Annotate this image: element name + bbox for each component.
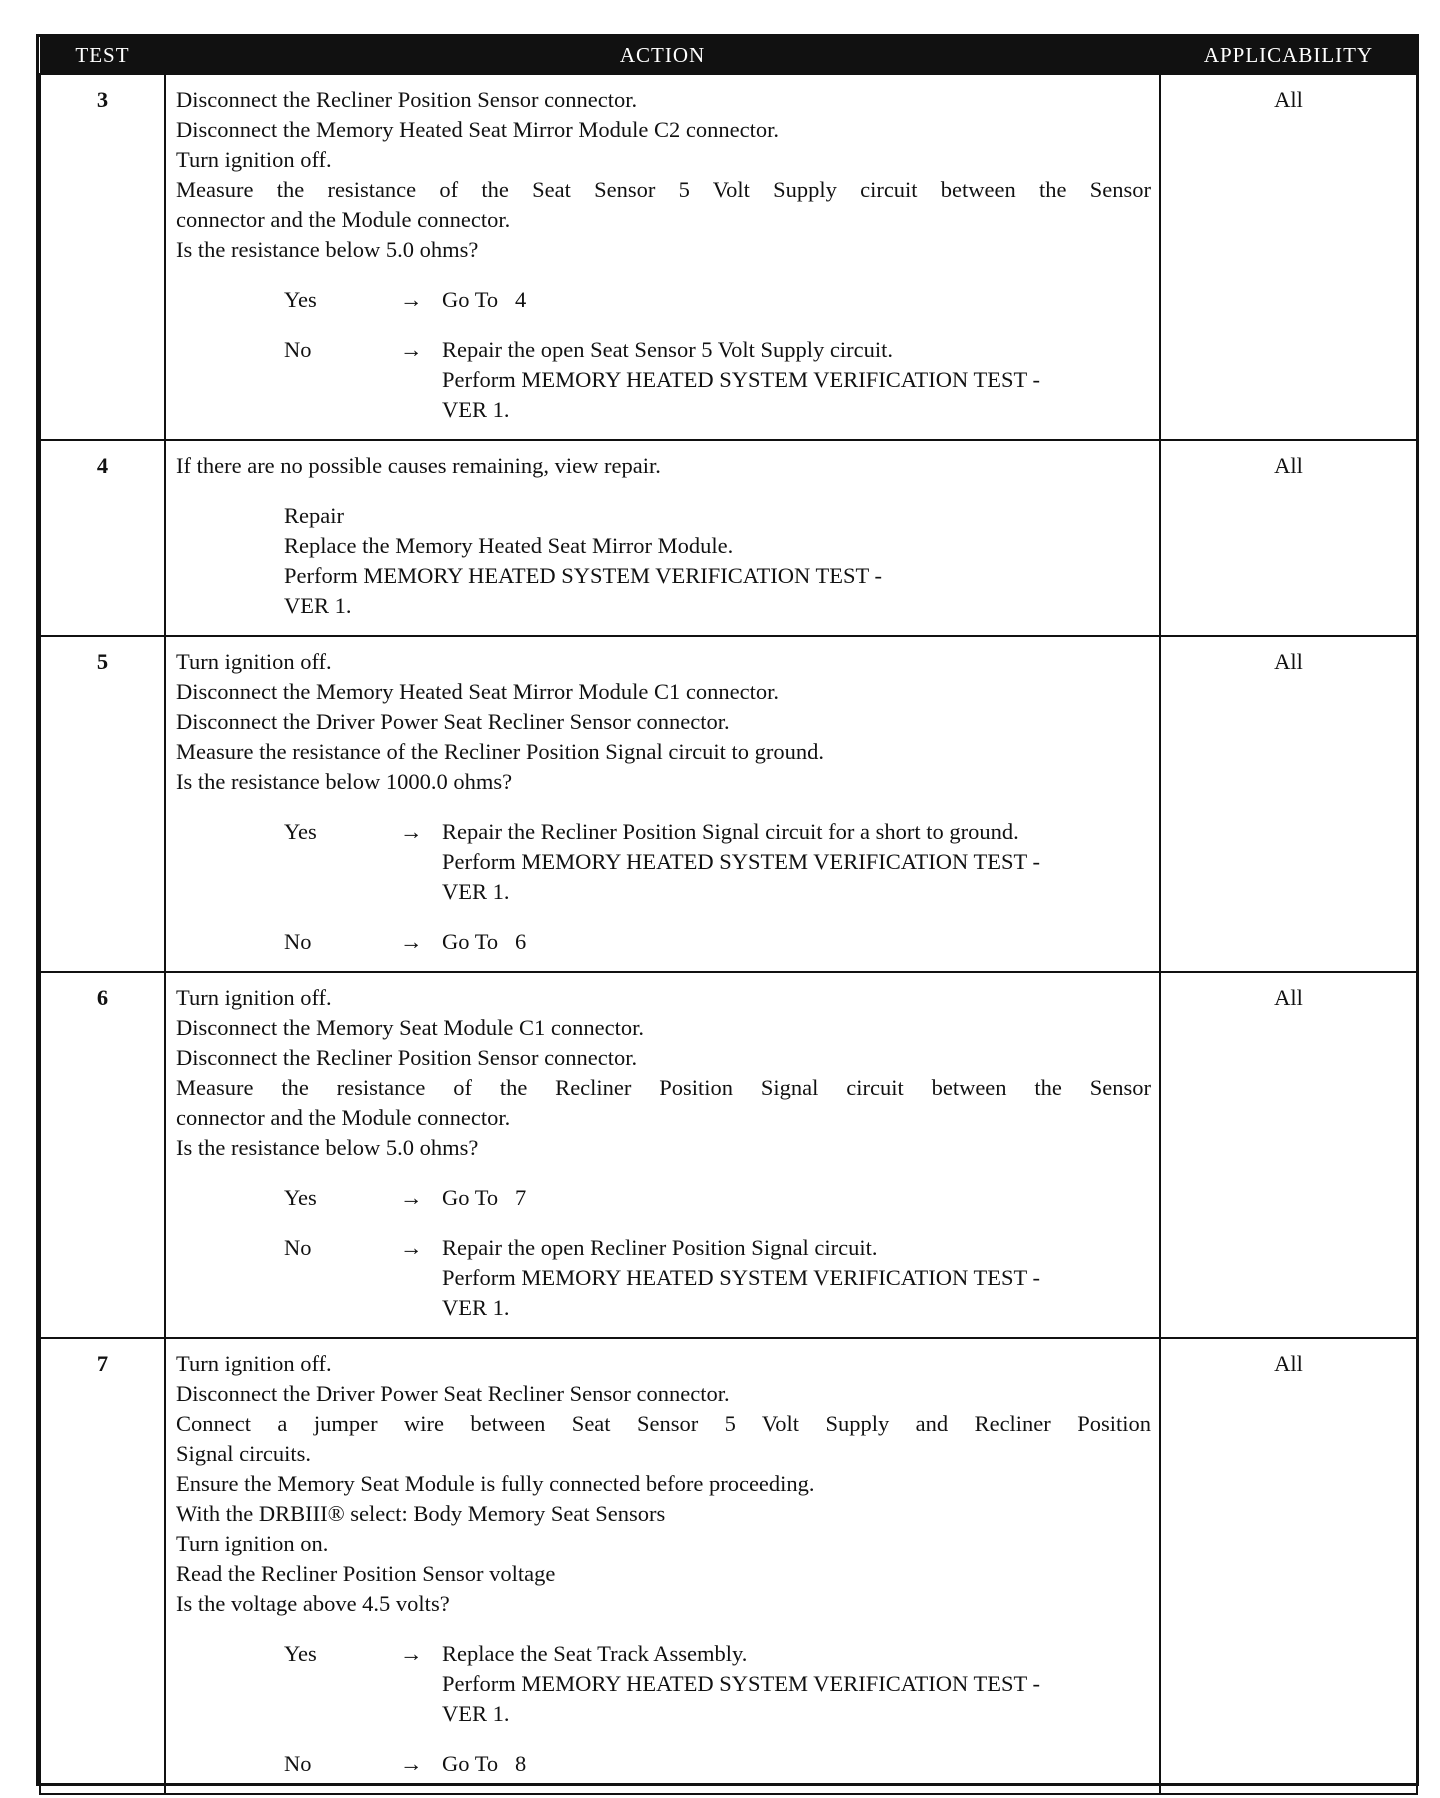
destination-line: Go To 8 [442,1751,527,1776]
header-applicability: APPLICABILITY [1160,37,1417,74]
action-step: Ensure the Memory Seat Module is fully connected before proceeding. [176,1471,815,1496]
test-row [40,440,1417,636]
no-branch [284,1233,1151,1323]
header-test: TEST [40,37,165,74]
test-table [39,37,1418,1795]
test-row [40,972,1417,1338]
applicability-value: All [1160,74,1417,440]
yes-label: Yes [284,1641,317,1666]
action-step: Disconnect the Memory Heated Seat Mirror Module C1 connector. [176,679,779,704]
no-label: No [284,337,312,362]
applicability-value: All [1160,636,1417,972]
action-step: Is the voltage above 4.5 volts? [176,1591,450,1616]
action-step: Disconnect the Recliner Position Sensor connector. [176,87,638,112]
no-label: No [284,929,312,954]
repair-line: VER 1. [284,593,352,618]
no-label: No [284,1235,312,1260]
applicability-value: All [1160,972,1417,1338]
destination-line: Perform MEMORY HEATED SYSTEM VERIFICATION TEST - [442,1265,1040,1290]
no-label: No [284,1751,312,1776]
no-branch [284,927,1151,957]
test-row [40,636,1417,972]
destination-line: Perform MEMORY HEATED SYSTEM VERIFICATION TEST - [442,1671,1040,1696]
action-step: Turn ignition off. [176,649,332,674]
test-number: 7 [40,1338,165,1794]
destination-line: Go To 6 [442,929,527,954]
test-number: 3 [40,74,165,440]
no-destination [442,927,1151,957]
diagnostic-test-table [36,34,1419,1786]
yes-branch [284,1639,1151,1729]
destination-line: VER 1. [442,1295,510,1320]
destination-line: VER 1. [442,1701,510,1726]
arrow-icon: → [400,337,423,362]
action-step: Measure the resistance of the Seat Sensor 5 Volt Supply circuit between the Sensor [176,177,1151,202]
applicability-value: All [1160,440,1417,636]
action-step: Turn ignition off. [176,147,332,172]
action-step: Is the resistance below 1000.0 ohms? [176,769,513,794]
action-step: Turn ignition off. [176,1351,332,1376]
yes-branch [284,285,1151,315]
arrow-icon: → [400,1641,423,1666]
action-step: Turn ignition off. [176,985,332,1010]
yes-destination [442,1639,1151,1729]
header-row [40,37,1417,74]
yes-branch [284,817,1151,907]
destination-line: Go To 7 [442,1185,527,1210]
no-branch [284,1749,1151,1779]
destination-line: Repair the open Recliner Position Signal circuit. [442,1235,878,1260]
arrow-icon: → [400,819,423,844]
destination-line: Repair the open Seat Sensor 5 Volt Supply circuit. [442,337,893,362]
yes-label: Yes [284,819,317,844]
action-cell [165,1338,1160,1794]
yes-destination [442,817,1151,907]
repair-line: Replace the Memory Heated Seat Mirror Module. [284,533,734,558]
destination-line: Replace the Seat Track Assembly. [442,1641,748,1666]
destination-line: VER 1. [442,397,510,422]
action-cell [165,440,1160,636]
test-row [40,74,1417,440]
action-step: Turn ignition on. [176,1531,329,1556]
yes-branch [284,1183,1151,1213]
test-number: 6 [40,972,165,1338]
action-step: connector and the Module connector. [176,1105,511,1130]
arrow-icon: → [400,1185,423,1210]
destination-line: Perform MEMORY HEATED SYSTEM VERIFICATION TEST - [442,849,1040,874]
action-step: Disconnect the Driver Power Seat Recliner Sensor connector. [176,1381,730,1406]
yes-destination [442,1183,1151,1213]
arrow-icon: → [400,1235,423,1260]
action-cell [165,74,1160,440]
repair-steps [284,531,1151,621]
action-step: Disconnect the Memory Heated Seat Mirror Module C2 connector. [176,117,779,142]
no-destination [442,335,1151,425]
yes-label: Yes [284,287,317,312]
action-step: Signal circuits. [176,1441,311,1466]
action-step: Read the Recliner Position Sensor voltage [176,1561,556,1586]
arrow-icon: → [400,287,423,312]
repair-label: Repair [284,503,344,528]
action-step: With the DRBIII® select: Body Memory Seat Sensors [176,1501,666,1526]
action-step: Disconnect the Recliner Position Sensor connector. [176,1045,638,1070]
action-step: If there are no possible causes remaining, view repair. [176,453,661,478]
destination-line: Go To 4 [442,287,527,312]
test-number: 5 [40,636,165,972]
no-branch [284,335,1151,425]
action-step: Is the resistance below 5.0 ohms? [176,1135,479,1160]
action-step: Connect a jumper wire between Seat Sensor 5 Volt Supply and Recliner Position [176,1411,1151,1436]
yes-destination [442,285,1151,315]
action-step: Measure the resistance of the Recliner Position Signal circuit to ground. [176,739,824,764]
yes-label: Yes [284,1185,317,1210]
no-destination [442,1749,1151,1779]
applicability-value: All [1160,1338,1417,1794]
header-action: ACTION [165,37,1160,74]
action-step: Disconnect the Memory Seat Module C1 connector. [176,1015,645,1040]
no-destination [442,1233,1151,1323]
test-row [40,1338,1417,1794]
destination-line: Perform MEMORY HEATED SYSTEM VERIFICATION TEST - [442,367,1040,392]
destination-line: VER 1. [442,879,510,904]
test-number: 4 [40,440,165,636]
action-step: Disconnect the Driver Power Seat Recliner Sensor connector. [176,709,730,734]
action-step: Is the resistance below 5.0 ohms? [176,237,479,262]
destination-line: Repair the Recliner Position Signal circuit for a short to ground. [442,819,1019,844]
action-cell [165,972,1160,1338]
arrow-icon: → [400,1751,423,1776]
action-step: Measure the resistance of the Recliner Position Signal circuit between the Sensor [176,1075,1151,1100]
arrow-icon: → [400,929,423,954]
action-cell [165,636,1160,972]
action-step: connector and the Module connector. [176,207,511,232]
repair-line: Perform MEMORY HEATED SYSTEM VERIFICATION TEST - [284,563,882,588]
